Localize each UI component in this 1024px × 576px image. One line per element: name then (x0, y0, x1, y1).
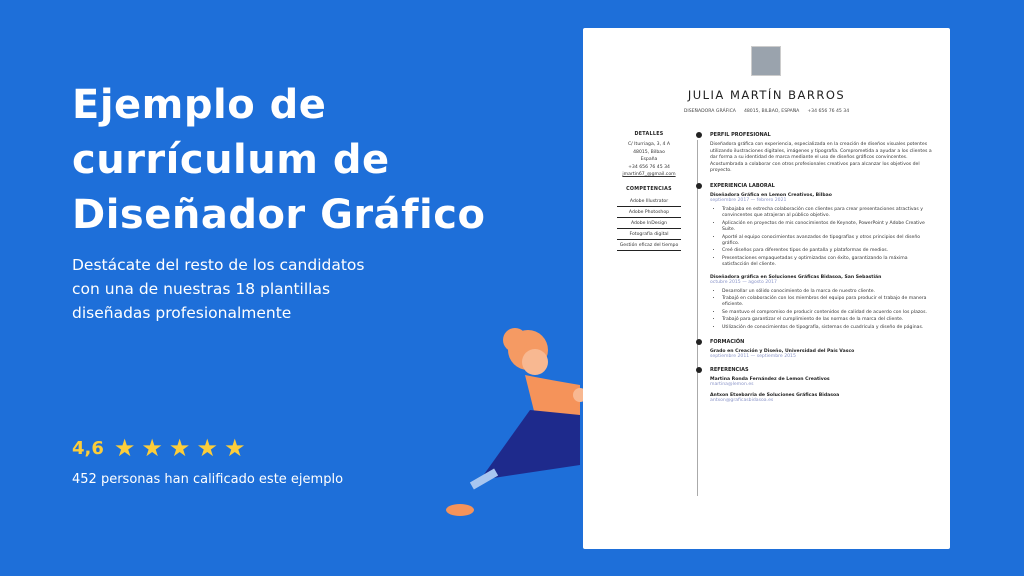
character-illustration (440, 320, 600, 530)
megaphone-icon (696, 367, 702, 373)
details-country: España (640, 157, 658, 162)
cv-phone: +34 656 76 45 34 (807, 109, 850, 114)
list-item: • Trabajó para garantizar el cumplimiento de las normas de la marca del cliente. (722, 317, 936, 323)
list-item: • Aplicación en proyectos de mis conocimientos de Keynote, PowerPoint y Adobe Creative Suite. (722, 221, 936, 234)
cv-profile-section (696, 132, 936, 175)
graduation-cap-icon (696, 339, 702, 345)
list-item: • Creé diseños para diferentes tipos de pantalla y plataformas de medios. (722, 248, 936, 254)
list-item: • Aporté al equipo conocimientos avanzados de tipografías y otros principios del diseño gráfico. (722, 235, 936, 248)
skill-item: Adobe Photoshop (617, 207, 681, 218)
list-item: • Presentaciones empaquetadas y optimizadas con éxito, garantizando la máxima satisfacción del cliente. (722, 256, 936, 269)
cv-details (613, 132, 685, 179)
rating-value: 4,6 (72, 437, 104, 459)
job-dates: septiembre 2017 — febrero 2021 (710, 197, 787, 203)
details-phone: +34 656 76 45 34 (628, 164, 670, 170)
skill-item: Gestión eficaz del tiempo (617, 240, 681, 251)
cv-experience-section (696, 183, 936, 331)
cv-education-section (696, 339, 936, 359)
cv-skills (613, 187, 685, 251)
references-title: REFERENCIAS (710, 367, 749, 374)
profile-title: PERFIL PROFESIONAL (710, 132, 771, 138)
profile-icon (696, 132, 702, 138)
profile-photo (751, 46, 781, 76)
skills-title: COMPETENCIAS (626, 186, 672, 192)
reference-name: Antxon Etxebarria de Soluciones Gráficas Bidasoa (710, 393, 840, 399)
cv-name: JULIA MARTÍN BARROS (687, 88, 846, 102)
rating-block (72, 436, 245, 460)
list-item: • Trabajaba en estrecha colaboración con clientes para crear presentaciones atractivas y convincentes que atrajeran al público objetivo. (722, 207, 936, 220)
list-item: • Se mantuvo el compromiso de producir contenidos de calidad de acuerdo con los plazos. (722, 310, 936, 316)
list-item: • Utilización de conocimientos de tipografía, sistemas de cuadrícula y diseño de páginas. (722, 325, 936, 331)
star-icon: ★ (113, 434, 136, 462)
experience-title: EXPERIENCIA LABORAL (710, 182, 775, 189)
star-rating (114, 436, 246, 460)
resume-preview[interactable] (583, 28, 950, 549)
rating-count-text: 452 personas han calificado este ejemplo (72, 472, 344, 487)
cv-role: DISEÑADORA GRÁFICA (683, 109, 736, 114)
education-title: FORMACIÓN (710, 339, 745, 346)
star-icon: ★ (168, 434, 191, 462)
cv-references-section (696, 367, 936, 403)
page-headline: Ejemplo de currículum de Diseñador Gráfico (72, 82, 486, 238)
page-subtitle: Destácate del resto de los candidatos con una de nuestras 18 plantillas diseñadas profesionalmente (72, 256, 365, 322)
details-postcode: 48015, Bilbao (633, 149, 665, 155)
list-item: • Trabajó en colaboración con los miembros del equipo para producir el trabajo de manera eficiente. (722, 296, 936, 309)
job-duties (710, 289, 936, 331)
cv-left-column (613, 132, 685, 251)
skill-item: Adobe InDesign (617, 218, 681, 229)
skill-item: Fotografía digital (617, 229, 681, 240)
skill-item: Adobe Illustrator (617, 196, 681, 207)
job-title: Diseñadora gráfica en Soluciones Gráficas Bidasoa, San Sebastián (710, 274, 882, 280)
profile-text: Diseñadora gráfica con experiencia, especializada en la creación de diseños visuales potentes utilizando ilustraciones digitales, imágenes y tipografía. Comprometida a ayudar a los clientes a dar forma a su identidad de marca mediante el uso de diseños gráficos convincentes. Acostumbrada a colaborar con otros profesionales creativos para alcanzar los objetivos del proyecto. (710, 142, 932, 174)
reference-email: antxon@graficasbidasoa.es (710, 398, 774, 404)
cv-right-column (696, 132, 936, 411)
education-degree: Grado en Creación y Diseño, Universidad del País Vasco (710, 349, 855, 355)
reference-email: martina@lemon.es (710, 382, 754, 388)
briefcase-icon (696, 183, 702, 189)
star-icon: ★ (196, 434, 218, 462)
star-icon: ★ (141, 434, 163, 462)
list-item: • Desarrollar un sólido conocimiento de la marca de nuestro cliente. (722, 289, 936, 295)
job-dates: octubre 2015 — agosto 2017 (710, 279, 777, 285)
education-dates: septiembre 2011 — septiembre 2015 (710, 354, 796, 360)
cv-contact-line (583, 109, 950, 114)
details-email: jmartin67_@gmail.com (622, 172, 676, 177)
reference-name: Martina Ronda Fernández de Lemon Creativos (710, 377, 830, 383)
details-address: C/ Iturriaga, 3, 4 A (627, 142, 671, 147)
job-title: Diseñadora Gráfica en Lemon Creativos, Bilbao (710, 192, 832, 198)
details-title: DETALLES (634, 132, 664, 137)
job-duties (710, 207, 936, 269)
cv-location: 48015, BILBAO, ESPAÑA (743, 109, 800, 114)
star-icon: ★ (223, 434, 246, 462)
